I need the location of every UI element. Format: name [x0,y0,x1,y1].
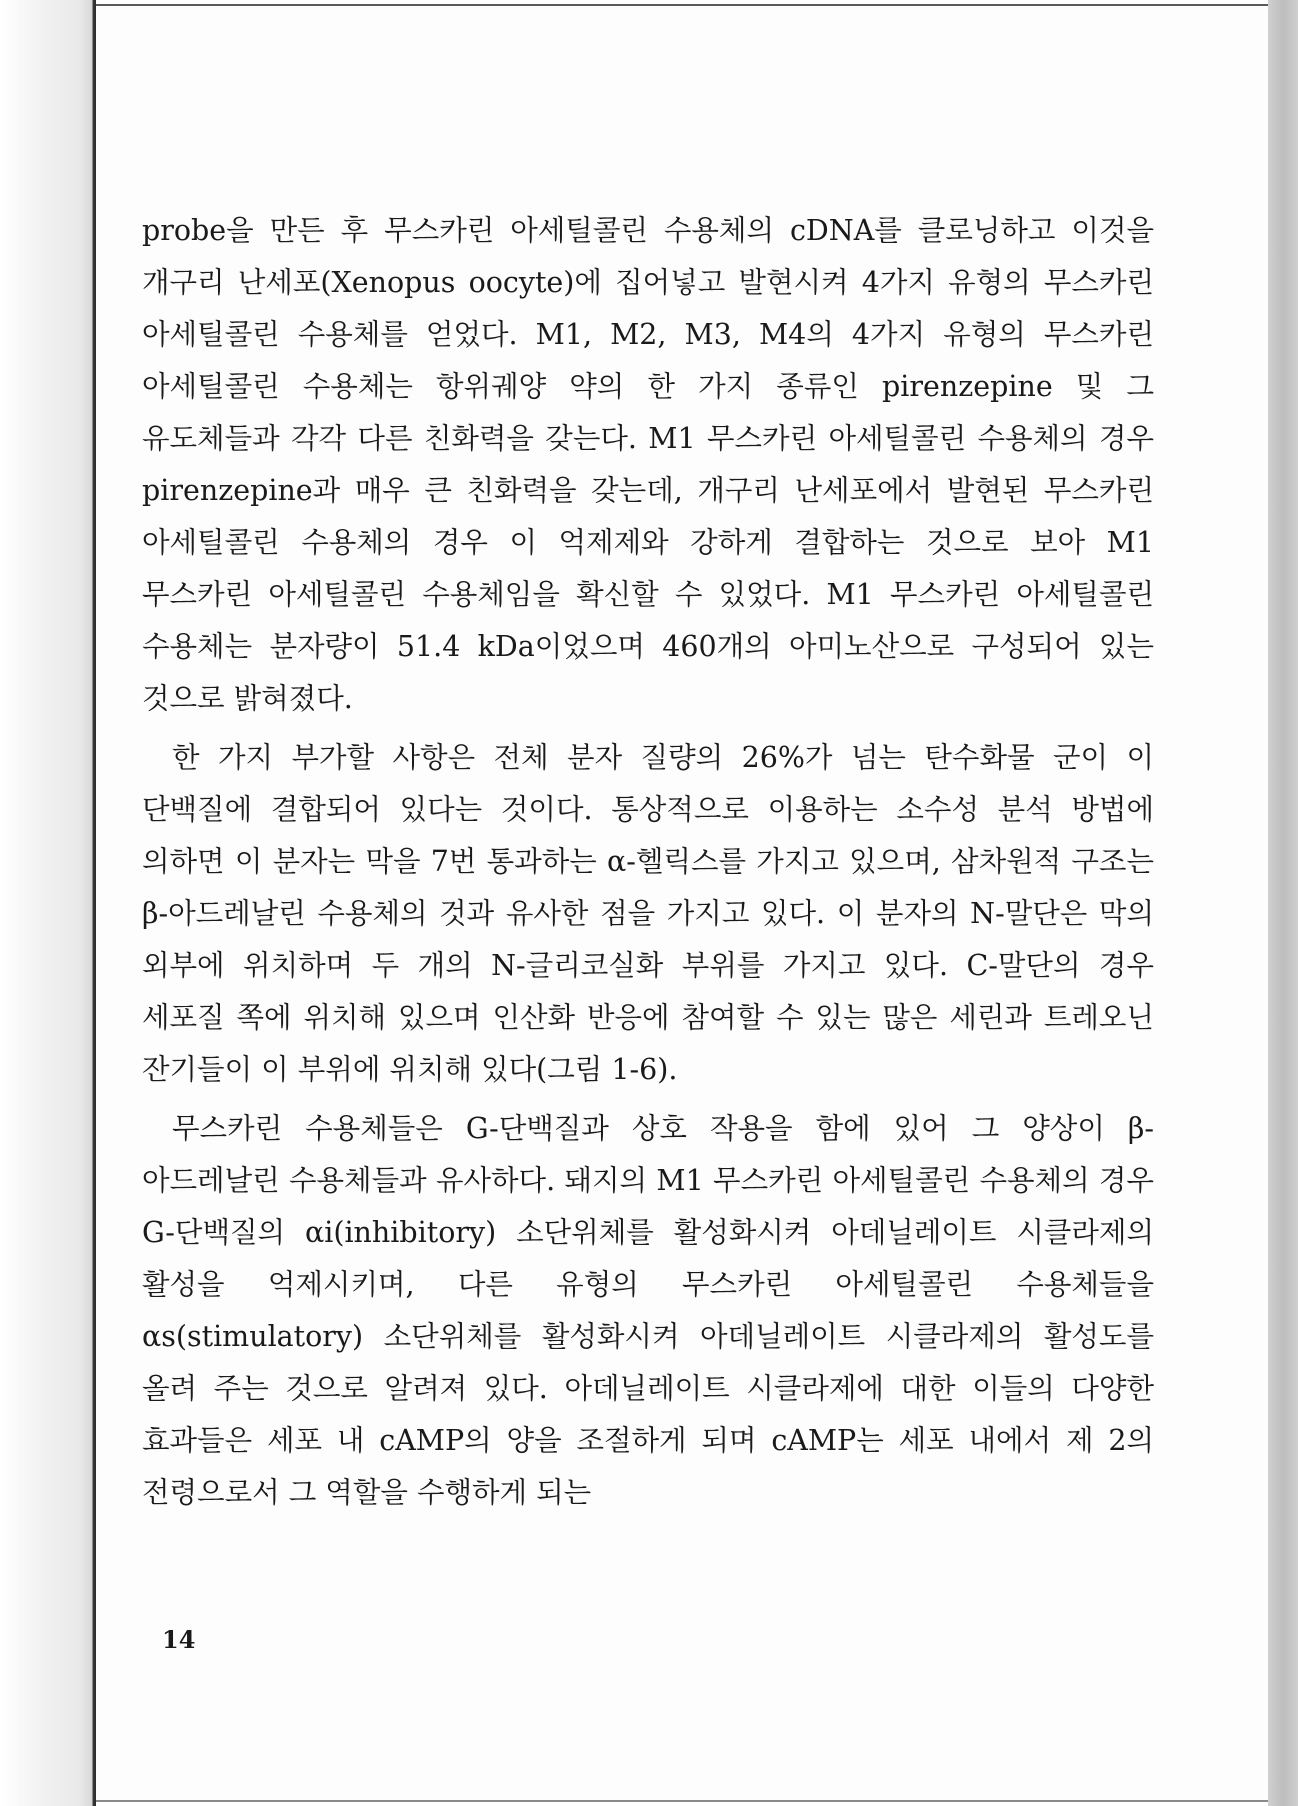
paragraph-2: 한 가지 부가할 사항은 전체 분자 질량의 26%가 넘는 탄수화물 군이 이 단백질에 결합되어 있다는 것이다. 통상적으로 이용하는 소수성 분석 방법에 의하면 이 분자는 막을 7번 통과하는 α-헬릭스를 가지고 있으며, 삼차원적 구조는 β-아드레날린 수용체의 것과 유사한 점을 가지고 있다. 이 분자의 N-말단은 막의 외부에 위치하며 두 개의 N-글리코실화 부위를 가지고 있다. C-말단의 경우 세포질 쪽에 위치해 있으며 인산화 반응에 참여할 수 있는 많은 세린과 트레오닌 잔기들이 이 부위에 위치해 있다(그림 1-6). [142,741,1154,1086]
body-text [142,205,1154,1526]
page-edge-shadow [1268,0,1298,1806]
book-spine-shadow [0,0,96,1806]
page-number: 14 [162,1625,196,1654]
paragraph-1: probe을 만든 후 무스카린 아세틸콜린 수용체의 cDNA를 클로닝하고 이것을 개구리 난세포(Xenopus oocyte)에 집어넣고 발현시켜 4가지 유형의 무스카린 아세틸콜린 수용체를 얻었다. M1, M2, M3, M4의 4가지 유형의 무스카린 아세틸콜린 수용체는 항위궤양 약의 한 가지 종류인 pirenzepine 및 그 유도체들과 각각 다른 친화력을 갖는다. M1 무스카린 아세틸콜린 수용체의 경우 pirenzepine과 매우 큰 친화력을 갖는데, 개구리 난세포에서 발현된 무스카린 아세틸콜린 수용체의 경우 이 억제제와 강하게 결합하는 것으로 보아 M1 무스카린 아세틸콜린 수용체임을 확신할 수 있었다. M1 무스카린 아세틸콜린 수용체는 분자량이 51.4 kDa이었으며 460개의 아미노산으로 구성되어 있는 것으로 밝혀졌다. [142,214,1154,715]
paragraph-3: 무스카린 수용체들은 G-단백질과 상호 작용을 함에 있어 그 양상이 β-아드레날린 수용체들과 유사하다. 돼지의 M1 무스카린 아세틸콜린 수용체의 경우 G-단백질의 αi(inhibitory) 소단위체를 활성화시켜 아데닐레이트 시클라제의 활성을 억제시키며, 다른 유형의 무스카린 아세틸콜린 수용체들을 αs(stimulatory) 소단위체를 활성화시켜 아데닐레이트 시클라제의 활성도를 올려 주는 것으로 알려져 있다. 아데닐레이트 시클라제에 대한 이들의 다양한 효과들은 세포 내 cAMP의 양을 조절하게 되며 cAMP는 세포 내에서 제 2의 전령으로서 그 역할을 수행하게 되는 [142,1112,1154,1509]
